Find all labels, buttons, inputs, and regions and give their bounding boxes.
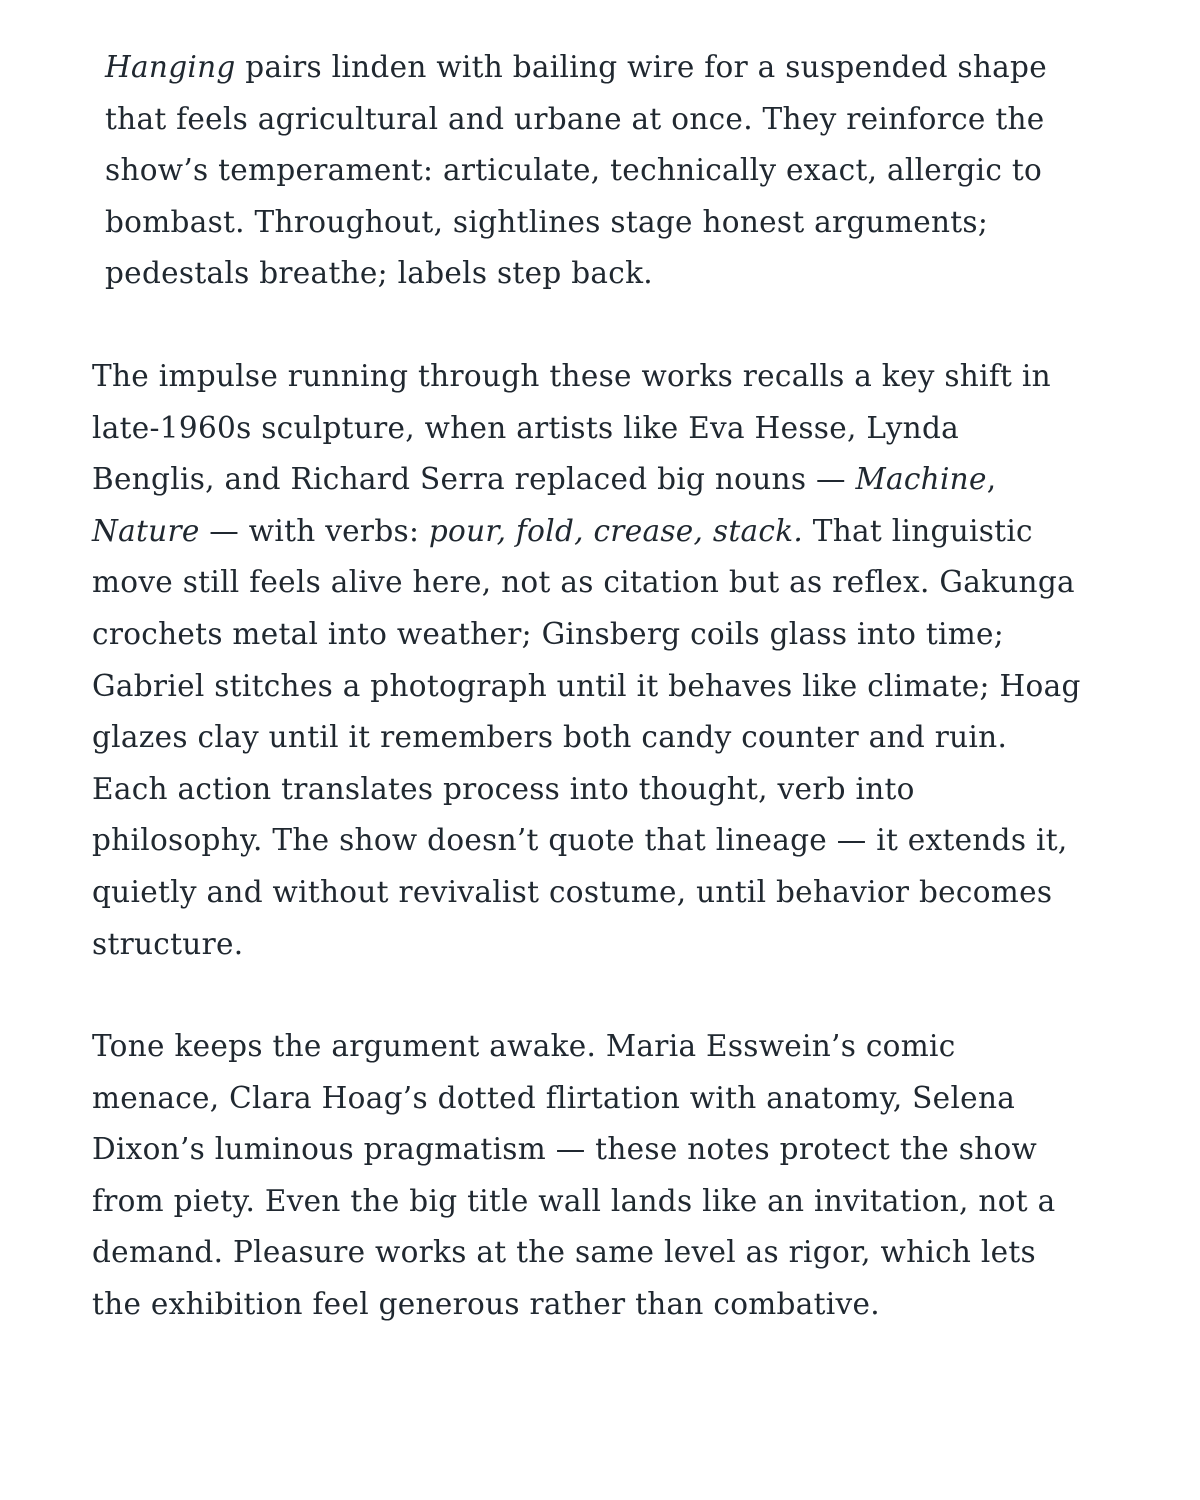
paragraph-lineage: [92, 351, 1082, 970]
italic-verbs: pour, fold, crease, stack.: [428, 513, 804, 548]
paragraph-text: pairs linden with bailing wire for a suspended shape that feels agricultural and urbane at once. They reinforce the show’s temperament: articulate, technically exact, allergic to bombast. Throughout, sightlines stage honest arguments; pedestals breathe; labels step back.: [105, 50, 1048, 291]
paragraph-text: ,: [986, 462, 997, 497]
italic-term-machine: Machine: [855, 462, 987, 497]
article-body: [92, 42, 1082, 1382]
paragraph-text: Tone keeps the argument awake. Maria Esswein’s comic menace, Clara Hoag’s dotted flirtation with anatomy, Selena Dixon’s luminous pragmatism — these notes protect the show from piety. Even the big title wall lands like an invitation, not a demand. Pleasure works at the same level as rigor, which lets the exhibition feel generous rather than combative.: [92, 1029, 1056, 1322]
paragraph-text: That linguistic move still feels alive here, not as citation but as reflex. Gakunga crochets metal into weather; Ginsberg coils glass into time; Gabriel stitches a photograph until it behaves like climate; Hoag glazes clay until it remembers both candy counter and ruin. Each action translates process into thought, verb into philosophy. The show doesn’t quote that lineage — it extends it, quietly and without revivalist costume, until behavior becomes structure.: [92, 513, 1081, 961]
paragraph-tone: [92, 1021, 1082, 1331]
paragraph-text: The impulse running through these works recalls a key shift in late-1960s sculpture, when artists like Eva Hesse, Lynda Benglis, and Richard Serra replaced big nouns —: [92, 358, 1051, 497]
paragraph-text: — with verbs:: [199, 513, 429, 548]
artwork-title: Hanging: [105, 50, 236, 84]
paragraph-hanging: [92, 42, 1065, 300]
italic-term-nature: Nature: [92, 513, 200, 548]
